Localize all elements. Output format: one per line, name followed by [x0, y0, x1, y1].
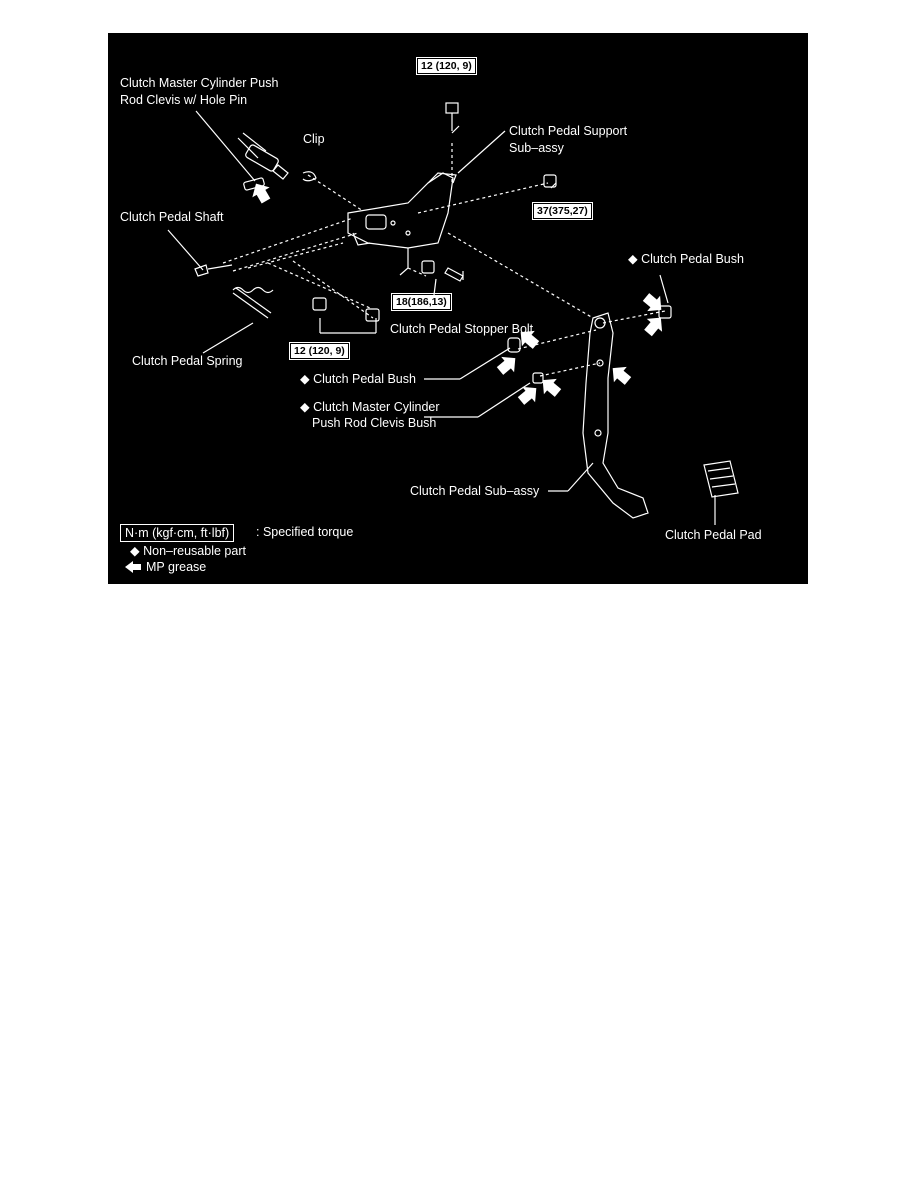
diamond-icon: ◆ [628, 252, 638, 266]
label-stopper-bolt: Clutch Pedal Stopper Bolt [390, 322, 534, 336]
label-pedal-shaft: Clutch Pedal Shaft [120, 210, 224, 224]
legend-non-reusable [130, 543, 246, 560]
label-master-cylinder-pin-line1: Clutch Master Cylinder Push [120, 76, 279, 90]
label-bush-left-text: Clutch Pedal Bush [313, 372, 416, 386]
grease-arrow-icon [515, 380, 543, 408]
top-bolt [446, 103, 458, 131]
pedal-support-bracket [348, 173, 456, 275]
label-clip: Clip [303, 132, 325, 146]
grease-arrow-icon [536, 372, 564, 400]
label-bush-right [628, 251, 744, 268]
torque-stopper-nut: 18(186,13) [393, 295, 450, 309]
label-master-cylinder-pin-line2: Rod Clevis w/ Hole Pin [120, 93, 248, 107]
torque-support-nut: 37(375,27) [534, 204, 591, 218]
label-support-line2: Sub–assy [509, 141, 564, 155]
grease-arrow-icon [606, 360, 634, 388]
label-pedal-pad: Clutch Pedal Pad [665, 528, 762, 542]
exploded-diagram [108, 33, 808, 584]
stopper-parts [422, 261, 463, 281]
diamond-icon: ◆ [300, 372, 310, 386]
diamond-icon: ◆ [130, 544, 140, 558]
label-support-line1: Clutch Pedal Support [509, 124, 628, 138]
legend-torque-box: N·m (kgf·cm, ft·lbf) [120, 524, 234, 542]
spring-coil [233, 288, 273, 319]
legend-non-reusable-text: Non–reusable part [143, 544, 246, 558]
grease-arrow-icon [494, 350, 522, 378]
shaft-nuts [313, 298, 379, 321]
clutch-pedal-arm [583, 313, 648, 518]
grease-arrow-icon [640, 289, 668, 317]
label-pedal-subassy: Clutch Pedal Sub–assy [410, 484, 540, 498]
label-bush-left [300, 371, 416, 388]
label-clevis-bush-line2: Push Rod Clevis Bush [312, 416, 437, 430]
label-bush-right-text: Clutch Pedal Bush [641, 252, 744, 266]
diamond-icon: ◆ [300, 400, 310, 414]
shaft-bolt [195, 265, 232, 276]
assembly-lines [223, 143, 665, 376]
torque-top-bolt: 12 (120, 9) [418, 59, 475, 73]
torque-shaft-nut: 12 (120, 9) [291, 344, 348, 358]
pedal-pad-part [704, 461, 738, 497]
label-clevis-bush-line1-text: Clutch Master Cylinder [313, 400, 440, 414]
grease-arrow-icon [247, 179, 274, 206]
label-clevis-bush-line1 [300, 399, 440, 416]
label-pedal-spring: Clutch Pedal Spring [132, 354, 243, 368]
legend-grease-arrow-icon [125, 561, 141, 573]
legend-grease: MP grease [146, 560, 207, 574]
legend-torque-desc: : Specified torque [256, 525, 354, 539]
diagram-drawing [108, 33, 808, 584]
